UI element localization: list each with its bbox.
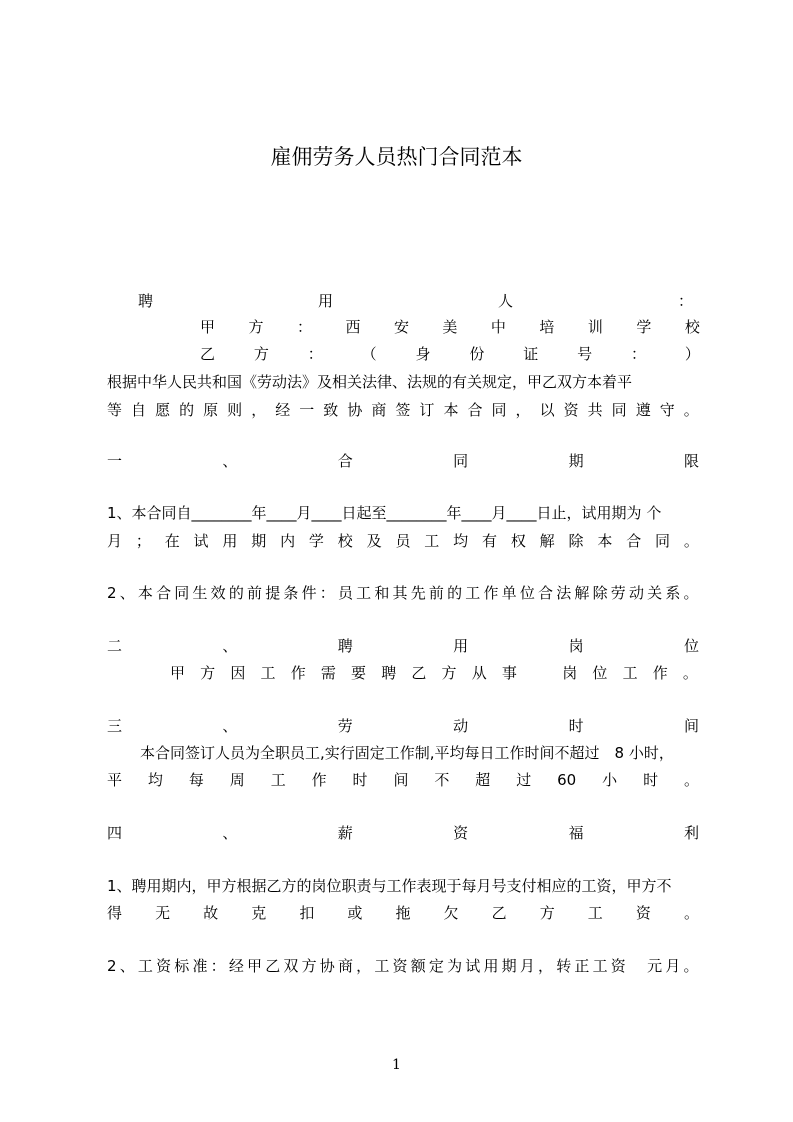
glyph: 、 [119,957,135,975]
glyph: 拖 [395,904,411,922]
glyph: 为 [447,957,463,975]
glyph: 单 [501,584,517,602]
glyph: 身 [415,345,431,363]
glyph: 工 [587,904,603,922]
glyph: 培 [539,318,555,336]
glyph: 及 [366,532,382,550]
glyph: 时 [643,771,659,789]
glyph: 扣 [299,904,315,922]
glyph: 法 [556,584,572,602]
glyph: 间 [683,717,699,735]
glyph: 商 [337,957,353,975]
glyph: 的 [447,584,463,602]
glyph: 每 [188,771,204,789]
section-1-item-1-line-2 [107,528,699,554]
glyph: 同 [174,584,190,602]
glyph: 定 [428,957,444,975]
glyph: 愿 [155,401,171,419]
glyph: 方 [301,957,317,975]
section-1-item-1-line-1: 1、本合同自________年____月____日起至________年____月____日止，试用期为 个 [107,504,662,522]
glyph: 2 [107,584,117,602]
glyph: 四 [107,824,123,842]
section-4-item-2 [107,953,699,979]
glyph: 西 [345,318,361,336]
glyph: 。 [683,771,699,789]
glyph: ： [319,584,335,602]
glyph: 。 [683,957,699,975]
glyph: 系 [665,584,681,602]
glyph: 提 [265,584,281,602]
glyph: 校 [684,318,700,336]
glyph: 薪 [337,824,353,842]
glyph [532,660,547,686]
glyph: 一 [107,452,123,470]
glyph: ， [538,957,554,975]
glyph: 关 [647,584,663,602]
preamble-line-2 [107,397,699,423]
glyph: 或 [347,904,363,922]
glyph: 作 [483,584,499,602]
glyph: 协 [319,957,335,975]
glyph: 岗 [562,664,578,682]
glyph: 额 [410,957,426,975]
glyph: 内 [280,532,296,550]
glyph: 员 [395,532,411,550]
glyph: 元 [647,957,663,975]
glyph: 权 [510,532,526,550]
glyph: 月 [665,957,681,975]
section-2-heading [107,633,699,659]
glyph: 60 [557,771,577,789]
glyph: 工 [622,664,638,682]
glyph: 。 [683,904,699,922]
glyph: 无 [155,904,171,922]
glyph: ； [135,532,151,550]
glyph: 、 [222,452,238,470]
glyph: 转 [556,957,572,975]
party-b-line [200,341,700,367]
section-1-item-2 [107,580,699,606]
glyph: 签 [395,401,411,419]
glyph: 试 [465,957,481,975]
glyph: 甲 [170,664,186,682]
glyph: 用 [483,957,499,975]
glyph: 方 [441,664,457,682]
glyph: 作 [652,664,668,682]
glyph: 期 [501,957,517,975]
section-3-body-line-2 [107,767,699,793]
glyph: 工 [424,532,440,550]
glyph: 校 [337,532,353,550]
glyph: 号 [577,345,593,363]
glyph: 人 [497,292,513,310]
glyph: 位 [592,664,608,682]
glyph: 资 [156,957,172,975]
glyph: 均 [453,532,469,550]
glyph: 动 [628,584,644,602]
glyph: 资 [563,401,579,419]
glyph: 先 [410,584,426,602]
glyph: 岗 [568,637,584,655]
glyph: 甲 [247,957,263,975]
glyph: 则 [227,401,243,419]
glyph: 超 [475,771,491,789]
glyph: ， [356,957,372,975]
glyph: 得 [107,904,123,922]
glyph: 周 [229,771,245,789]
glyph: 其 [392,584,408,602]
glyph: 聘 [337,637,353,655]
glyph: 工 [270,771,286,789]
glyph: 工 [356,584,372,602]
glyph: ： [307,345,323,363]
glyph: 份 [469,345,485,363]
party-a-line [200,314,700,340]
glyph: 二 [107,637,123,655]
glyph: 前 [428,584,444,602]
glyph: 生 [192,584,208,602]
glyph: 条 [283,584,299,602]
section-4-item-1-line-2 [107,900,699,926]
glyph: 福 [568,824,584,842]
glyph: 中 [490,318,506,336]
glyph: 在 [164,532,180,550]
section-3-heading [107,713,699,739]
glyph: 资 [392,957,408,975]
glyph: 美 [442,318,458,336]
glyph: 克 [251,904,267,922]
preamble-line-1: 根据中华人民共和国《劳动法》及相关法律、法规的有关规定，甲乙双方本着平 [107,373,633,391]
glyph: 从 [471,664,487,682]
glyph: 平 [107,771,123,789]
glyph: 资 [453,824,469,842]
glyph: 方 [248,318,264,336]
glyph: 一 [299,401,315,419]
document-title: 雇佣劳务人员热门合同范本 [270,145,523,169]
glyph: 三 [107,717,123,735]
glyph: 用 [222,532,238,550]
glyph: 位 [683,637,699,655]
glyph: 试 [193,532,209,550]
glyph: 事 [501,664,517,682]
glyph: 的 [179,401,195,419]
glyph: 合 [337,452,353,470]
glyph: 致 [323,401,339,419]
glyph: 前 [247,584,263,602]
glyph: 不 [434,771,450,789]
glyph: 用 [453,637,469,655]
glyph: 工 [137,957,153,975]
glyph: 工 [374,957,390,975]
glyph: 本 [443,401,459,419]
glyph: 训 [587,318,603,336]
glyph: 除 [568,532,584,550]
glyph: 作 [290,664,306,682]
glyph: 过 [516,771,532,789]
glyph: 方 [200,664,216,682]
glyph: 。 [683,584,699,602]
glyph: 劳 [337,717,353,735]
glyph: 证 [523,345,539,363]
section-4-heading [107,820,699,846]
section-2-body [170,660,698,686]
glyph: 。 [682,664,698,682]
glyph: 守 [659,401,675,419]
glyph: 同 [611,401,627,419]
glyph: 时 [352,771,368,789]
glyph: 均 [147,771,163,789]
glyph: 需 [320,664,336,682]
glyph: 限 [683,452,699,470]
glyph: 乙 [200,345,216,363]
glyph: 订 [419,401,435,419]
glyph: 合 [156,584,172,602]
glyph: 。 [683,401,699,419]
glyph: 要 [351,664,367,682]
glyph: 月 [519,957,535,975]
glyph: 2 [107,957,117,975]
glyph: 位 [519,584,535,602]
glyph: 自 [131,401,147,419]
glyph: 方 [253,345,269,363]
glyph: 和 [374,584,390,602]
glyph: 正 [574,957,590,975]
glyph: 有 [481,532,497,550]
glyph: 动 [453,717,469,735]
glyph: 本 [597,532,613,550]
glyph: 期 [568,452,584,470]
glyph: 劳 [610,584,626,602]
glyph: 工 [260,664,276,682]
glyph: ： [296,318,312,336]
glyph: 合 [467,401,483,419]
glyph: ， [515,401,531,419]
glyph: 、 [222,824,238,842]
glyph: 共 [587,401,603,419]
glyph: 遵 [635,401,651,419]
glyph: 工 [465,584,481,602]
glyph: 效 [210,584,226,602]
glyph: 的 [228,584,244,602]
glyph: 聘 [138,292,154,310]
glyph: 故 [203,904,219,922]
glyph: 双 [283,957,299,975]
glyph: 以 [539,401,555,419]
glyph: 、 [119,584,135,602]
glyph: 乙 [491,904,507,922]
glyph: ： [631,345,647,363]
glyph: 准 [192,957,208,975]
glyph: 解 [539,532,555,550]
glyph: 件 [301,584,317,602]
section-4-item-1-line-1: 1、聘用期内，甲方根据乙方的岗位职责与工作表现于每月号支付相应的工资，甲方不 [107,877,672,895]
glyph: 等 [107,401,123,419]
glyph: 标 [174,957,190,975]
glyph: 因 [230,664,246,682]
section-1-heading [107,448,699,474]
glyph: 同 [655,532,671,550]
section-3-body-line-1: 本合同签订人员为全职员工,实行固定工作制,平均每日工作时间不超过 8 小时， [140,744,674,762]
glyph: 同 [453,452,469,470]
glyph: 利 [683,824,699,842]
glyph: 安 [393,318,409,336]
glyph: 方 [539,904,555,922]
glyph: 协 [347,401,363,419]
glyph [629,953,644,979]
glyph: 乙 [411,664,427,682]
glyph: ， [251,401,267,419]
glyph: 月 [107,532,123,550]
glyph: 间 [393,771,409,789]
glyph: 期 [251,532,267,550]
glyph: 甲 [200,318,216,336]
glyph: 、 [222,637,238,655]
glyph: 商 [371,401,387,419]
glyph: 学 [308,532,324,550]
glyph: 本 [137,584,153,602]
glyph: （ [361,345,377,363]
glyph: 经 [275,401,291,419]
glyph: 聘 [381,664,397,682]
glyph: 工 [592,957,608,975]
glyph: 解 [574,584,590,602]
glyph: 合 [626,532,642,550]
glyph: 员 [337,584,353,602]
glyph: 、 [222,717,238,735]
glyph: 学 [636,318,652,336]
glyph: 用 [317,292,333,310]
employer-heading [138,288,693,314]
glyph: ： [210,957,226,975]
glyph: 乙 [265,957,281,975]
glyph: 除 [592,584,608,602]
glyph: ： [677,292,693,310]
glyph: 资 [635,904,651,922]
glyph: 。 [683,532,699,550]
glyph: 作 [311,771,327,789]
glyph: 合 [538,584,554,602]
glyph: 同 [491,401,507,419]
page-number: 1 [392,1057,401,1073]
glyph: 经 [228,957,244,975]
glyph: 原 [203,401,219,419]
glyph: 资 [610,957,626,975]
glyph: 小 [602,771,618,789]
glyph: ） [684,345,700,363]
glyph: 时 [568,717,584,735]
glyph: 欠 [443,904,459,922]
